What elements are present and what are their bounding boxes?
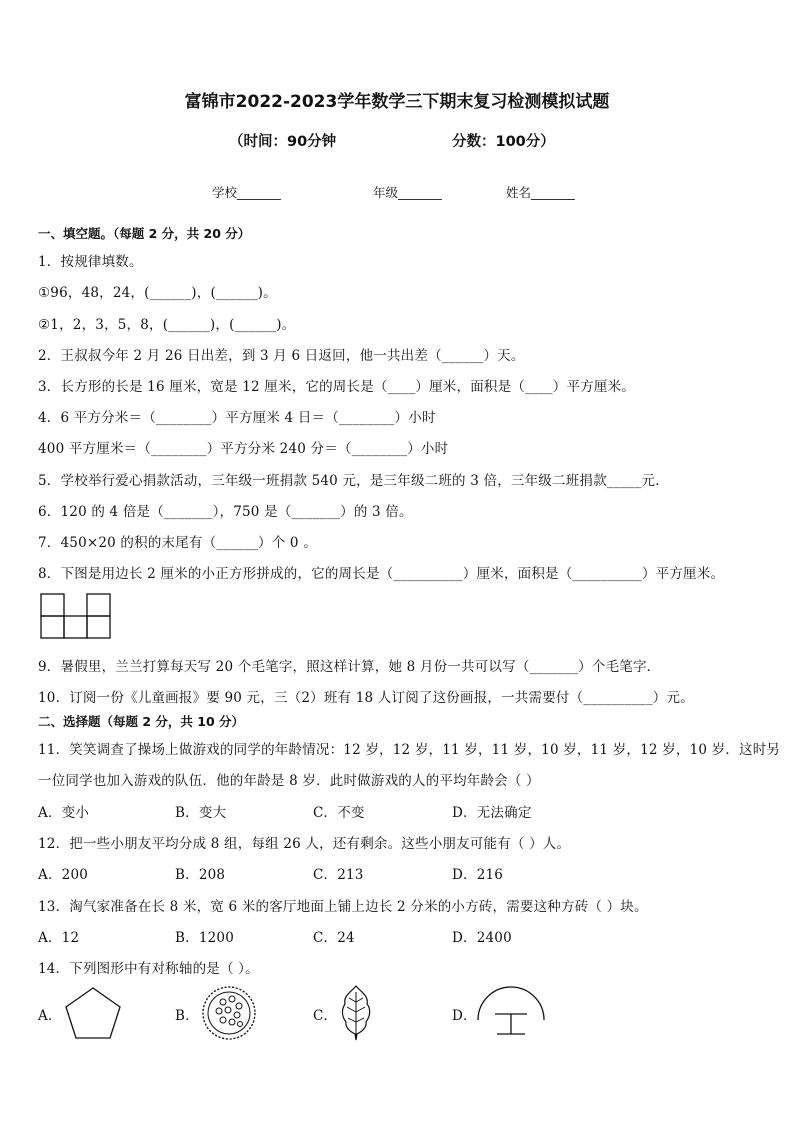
page-title: 富锦市2022-2023学年数学三下期末复习检测模拟试题 xyxy=(184,92,610,112)
q12-option-b[interactable]: B．208 xyxy=(175,867,226,883)
pentagon-figure xyxy=(64,986,122,1040)
leaf-figure xyxy=(339,984,373,1042)
question-13: 13．淘气家准备在长 8 米，宽 6 米的客厅地面上铺上边长 2 分米的小方砖，需要这种方砖（ ）块。 xyxy=(38,899,648,915)
q11-option-c[interactable]: C．不变 xyxy=(313,805,365,821)
square-bottom-right xyxy=(87,616,110,638)
section-heading-choice: 二、选择题（每题 2 分，共 10 分） xyxy=(38,714,245,729)
cookie-figure xyxy=(201,985,257,1041)
question-11-line-1: 11．笑笑调查了操场上做游戏的同学的年龄情况：12 岁，12 岁，11 岁，11 岁，10 岁，11 岁，12 岁，10 岁．这时另 xyxy=(38,742,781,758)
school-field[interactable]: 学校_______ xyxy=(212,185,281,200)
question-1-part-1: ①96，48，24，(______)，(______)。 xyxy=(38,285,277,301)
question-5: 5．学校举行爱心捐款活动，三年级一班捐款 540 元，是三年级二班的 3 倍，三年级二班捐款_____元． xyxy=(38,473,669,489)
square-top-right xyxy=(87,594,110,616)
question-1: 1．按规律填数。 xyxy=(38,254,143,270)
question-1-part-2: ②1，2，3，5，8，(______)，(______)。 xyxy=(38,317,296,333)
q12-option-c[interactable]: C．213 xyxy=(313,867,364,883)
question-7: 7．450×20 的积的末尾有（______）个 0 。 xyxy=(38,535,317,551)
question-10: 10．订阅一份《儿童画报》要 90 元，三（2）班有 18 人订阅了这份画报，一共需要付（__________）元。 xyxy=(38,690,694,706)
question-11-line-2: 一位同学也加入游戏的队伍．他的年龄是 8 岁．此时做游戏的人的平均年龄会（ ） xyxy=(38,773,540,789)
question-14: 14．下列图形中有对称轴的是（ ）。 xyxy=(38,961,259,977)
question-8: 8．下图是用边长 2 厘米的小正方形拼成的，它的周长是（__________）厘米，面积是（__________）平方厘米。 xyxy=(38,566,725,582)
squares-figure xyxy=(40,593,112,639)
question-3: 3．长方形的长是 16 厘米，宽是 12 厘米，它的周长是（____）厘米，面积是（____）平方厘米。 xyxy=(38,379,636,395)
question-6: 6．120 的 4 倍是（_______），750 是（_______）的 3 倍。 xyxy=(38,504,413,520)
section-heading-fill-blank: 一、填空题。（每题 2 分，共 20 分） xyxy=(38,226,251,241)
q14-option-a[interactable]: A． xyxy=(38,1008,62,1024)
question-4-line-1: 4．6 平方分米＝（________）平方厘米 4 日＝（________）小时 xyxy=(38,410,436,426)
arch-figure xyxy=(476,986,546,1038)
question-12: 12．把一些小朋友平均分成 8 组，每组 26 人，还有剩余。这些小朋友可能有（ ）人。 xyxy=(38,836,571,852)
exam-time: （时间：90分钟 xyxy=(229,134,337,150)
question-4-line-2: 400 平方厘米＝（________）平方分米 240 分＝（________）小时 xyxy=(38,441,449,457)
q12-option-a[interactable]: A．200 xyxy=(38,867,89,883)
q11-option-a[interactable]: A．变小 xyxy=(38,805,90,821)
q11-option-d[interactable]: D．无法确定 xyxy=(452,805,532,821)
exam-score: 分数：100分） xyxy=(452,134,555,150)
grade-field[interactable]: 年级_______ xyxy=(373,185,442,200)
q14-option-d[interactable]: D． xyxy=(452,1008,477,1024)
q13-option-c[interactable]: C．24 xyxy=(313,930,355,946)
question-9: 9．暑假里，兰兰打算每天写 20 个毛笔字，照这样计算，她 8 月份一共可以写（_______）个毛笔字． xyxy=(38,659,661,675)
q13-option-b[interactable]: B．1200 xyxy=(175,930,234,946)
q11-option-b[interactable]: B．变大 xyxy=(175,805,227,821)
q14-option-b[interactable]: B． xyxy=(175,1008,199,1024)
square-bottom-left xyxy=(41,616,64,638)
q12-option-d[interactable]: D．216 xyxy=(452,867,504,883)
q13-option-d[interactable]: D．2400 xyxy=(452,930,512,946)
q13-option-a[interactable]: A．12 xyxy=(38,930,80,946)
square-bottom-middle xyxy=(64,616,87,638)
square-top-left xyxy=(41,594,64,616)
question-2: 2．王叔叔今年 2 月 26 日出差，到 3 月 6 日返回，他一共出差（______）天。 xyxy=(38,348,525,364)
q14-option-c[interactable]: C． xyxy=(313,1008,338,1024)
name-field[interactable]: 姓名_______ xyxy=(506,185,575,200)
